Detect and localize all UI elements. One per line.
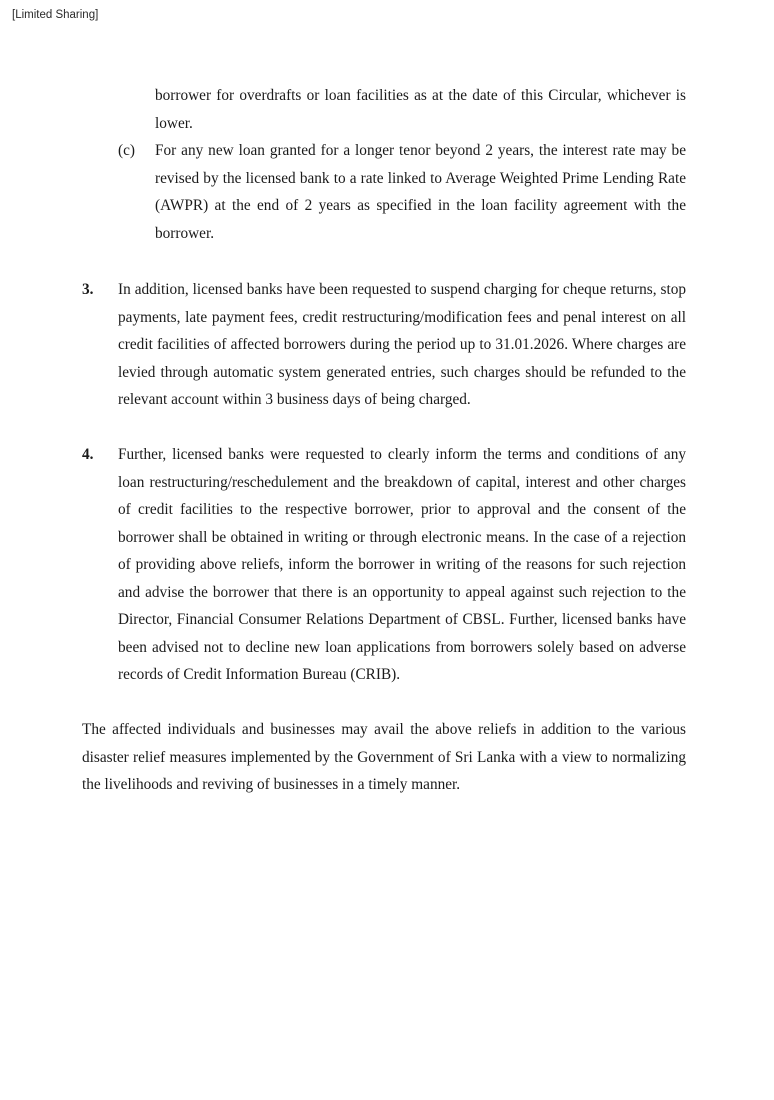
- list-item-marker: (c): [118, 142, 135, 159]
- paragraph-number: 4.: [82, 446, 94, 463]
- paragraph-text: In addition, licensed banks have been requested to suspend charging for cheque returns, stop payments, late payment fees, credit restructuring/modification fees and penal interest on all credit facilities of affected borrowers during the period up to 31.01.2026. Where charges are levied through automatic system generated entries, such charges should be refunded to the relevant account within 3 business days of being charged.: [118, 281, 686, 408]
- classification-label: [Limited Sharing]: [12, 9, 99, 21]
- paragraph-text: Further, licensed banks were requested to clearly inform the terms and conditions of any loan restructuring/reschedulement and the breakdown of capital, interest and other charges of credit facilities to the respective borrower, prior to approval and the consent of the borrower shall be obtained in writing or through electronic means. In the case of a rejection of providing above reliefs, inform the borrower in writing of the reasons for such rejection and advise the borrower that there is an opportunity to appeal against such rejection to the Director, Financial Consumer Relations Department of CBSL. Further, licensed banks have been advised not to decline new loan applications from borrowers solely based on adverse records of Credit Information Bureau (CRIB).: [118, 446, 686, 683]
- list-item-text: For any new loan granted for a longer tenor beyond 2 years, the interest rate may be revised by the licensed bank to a rate linked to Average Weighted Prime Lending Rate (AWPR) at the end of 2 years as specified in the loan facility agreement with the borrower.: [155, 142, 686, 242]
- paragraph-number: 3.: [82, 281, 94, 298]
- paragraph-3: [82, 276, 686, 414]
- list-item-c: [118, 137, 686, 247]
- closing-paragraph: The affected individuals and businesses may avail the above reliefs in addition to the various disaster relief measures implemented by the Government of Sri Lanka with a view to normalizing the livelihoods and reviving of businesses in a timely manner.: [82, 721, 686, 793]
- continued-item-text: borrower for overdrafts or loan facilities as at the date of this Circular, whichever is lower.: [155, 87, 686, 132]
- paragraph-4: [82, 441, 686, 689]
